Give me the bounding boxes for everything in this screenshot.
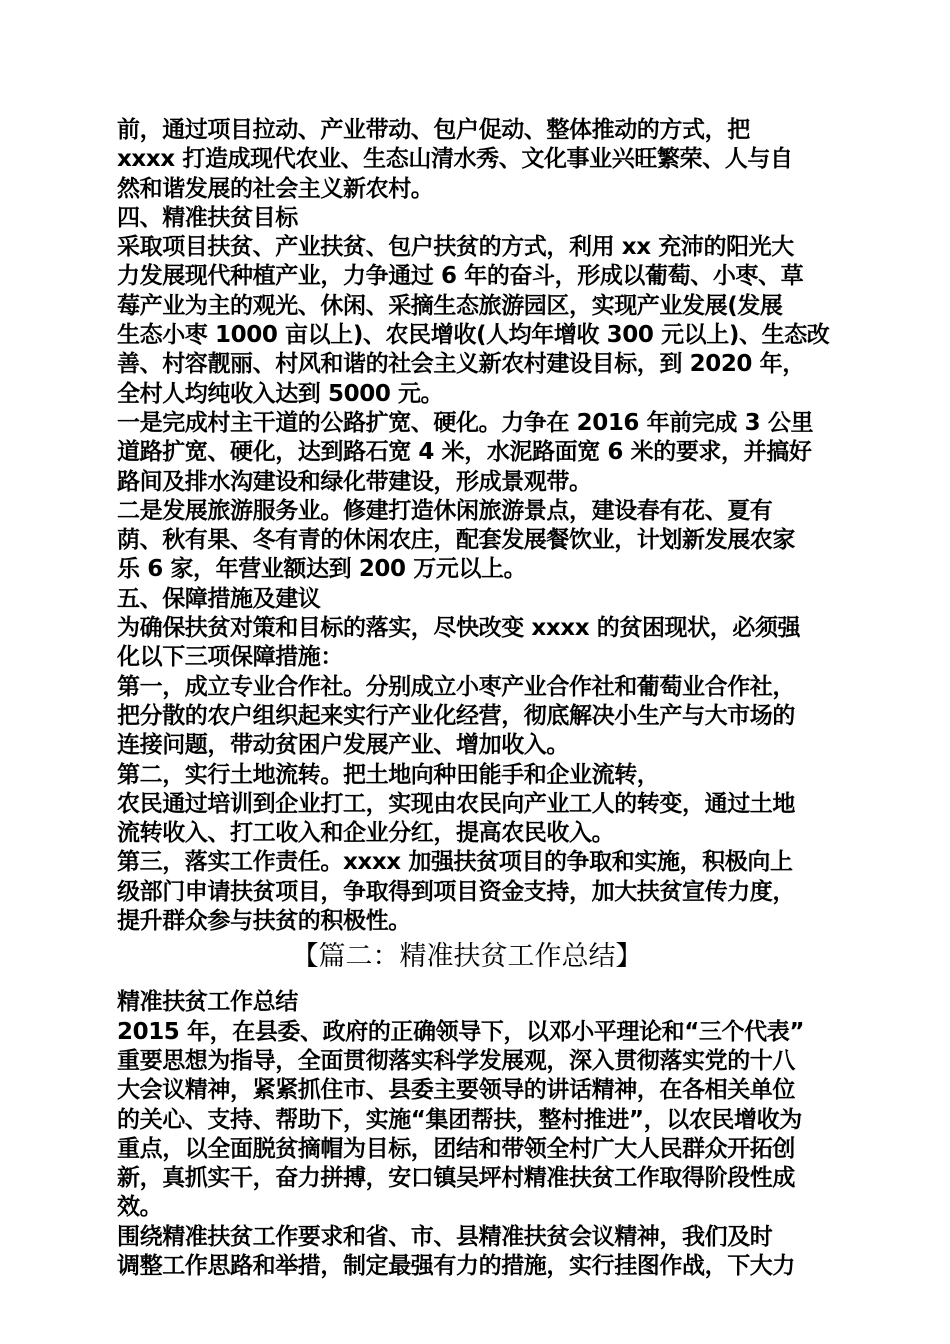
text-line: 流转收入、打工收入和企业分红，提高农民收入。 (117, 820, 615, 847)
text-line: 第三，落实工作责任。xxxx 加强扶贫项目的争取和实施，积极向上 (117, 849, 793, 876)
text-line: 2015 年，在县委、政府的正确领导下，以邓小平理论和“三个代表” (117, 1018, 805, 1045)
text-line: 级部门申请扶贫项目，争取得到项目资金支持，加大扶贫宣传力度， (117, 878, 796, 905)
text-line: 连接问题，带动贫困户发展产业、增加收入。 (117, 732, 570, 759)
text-line: 一是完成村主干道的公路扩宽、硬化。力争在 2016 年前完成 3 公里 (117, 409, 814, 436)
text-line: 全村人均纯收入达到 5000 元。 (117, 380, 444, 407)
text-line: 重点，以全面脱贫摘帽为目标，团结和带领全村广大人民群众开拓创 (117, 1135, 796, 1162)
text-line: 大会议精神，紧紧抓住市、县委主要领导的讲话精神，在各相关单位 (117, 1077, 796, 1104)
text-line: 道路扩宽、硬化，达到路石宽 4 米，水泥路面宽 6 米的要求，并搞好 (117, 439, 812, 466)
text-line: 为确保扶贫对策和目标的落实，尽快改变 xxxx 的贫困现状，必须强 (117, 615, 801, 642)
text-line: 围绕精准扶贫工作要求和省、市、县精准扶贫会议精神，我们及时 (117, 1223, 773, 1250)
text-line: 荫、秋有果、冬有青的休闲农庄，配套发展餐饮业，计划新发展农家 (117, 527, 796, 554)
part1-paragraphs (117, 116, 837, 936)
text-line: xxxx 打造成现代农业、生态山清水秀、文化事业兴旺繁荣、人与自 (117, 146, 793, 173)
text-line: 善、村容靓丽、村风和谐的社会主义新农村建设目标，到 2020 年， (117, 351, 805, 378)
text-line: 新，真抓实干，奋力拼搏，安口镇吴坪村精准扶贫工作取得阶段性成 (117, 1165, 796, 1192)
text-line: 第一，成立专业合作社。分别成立小枣产业合作社和葡萄业合作社， (117, 673, 796, 700)
text-line: 路间及排水沟建设和绿化带建设，形成景观带。 (117, 468, 592, 495)
text-line: 生态小枣 1000 亩以上)、农民增收(人均年增收 300 元以上)、生态改 (117, 322, 830, 349)
document-body (117, 116, 837, 1281)
text-line: 化以下三项保障措施： (117, 644, 344, 671)
heading-measures: 五、保障措施及建议 (117, 585, 321, 612)
heading-targets: 四、精准扶贫目标 (117, 204, 298, 231)
text-line: 农民通过培训到企业打工，实现由农民向产业工人的转变，通过土地 (117, 790, 796, 817)
subsection-title: 精准扶贫工作总结 (117, 989, 298, 1016)
text-line: 乐 6 家，年营业额达到 200 万元以上。 (117, 556, 527, 583)
part2-paragraphs (117, 988, 837, 1281)
text-line: 把分散的农户组织起来实行产业化经营，彻底解决小生产与大市场的 (117, 702, 796, 729)
text-line: 前，通过项目拉动、产业带动、包户促动、整体推动的方式，把 (117, 117, 750, 143)
text-line: 提升群众参与扶贫的积极性。 (117, 908, 411, 935)
text-line: 力发展现代种植产业，力争通过 6 年的奋斗，形成以葡萄、小枣、草 (117, 263, 804, 290)
text-line: 效。 (117, 1194, 163, 1221)
text-line: 莓产业为主的观光、休闲、采摘生态旅游园区，实现产业发展(发展 (117, 292, 783, 319)
text-line: 的关心、支持、帮助下，实施“集团帮扶，整村推进”，以农民增收为 (117, 1106, 802, 1133)
text-line: 调整工作思路和举措，制定最强有力的措施，实行挂图作战，下大力 (117, 1252, 796, 1279)
section-title: 【篇二：精准扶贫工作总结】 (291, 941, 643, 973)
text-line: 采取项目扶贫、产业扶贫、包户扶贫的方式，利用 xx 充沛的阳光大 (117, 234, 794, 261)
text-line: 重要思想为指导，全面贯彻落实科学发展观，深入贯彻落实党的十八 (117, 1047, 796, 1074)
text-line: 然和谐发展的社会主义新农村。 (117, 175, 434, 202)
text-line: 二是发展旅游服务业。修建打造休闲旅游景点，建设春有花、夏有 (117, 497, 773, 524)
text-line: 第二，实行土地流转。把土地向种田能手和企业流转， (117, 761, 660, 788)
